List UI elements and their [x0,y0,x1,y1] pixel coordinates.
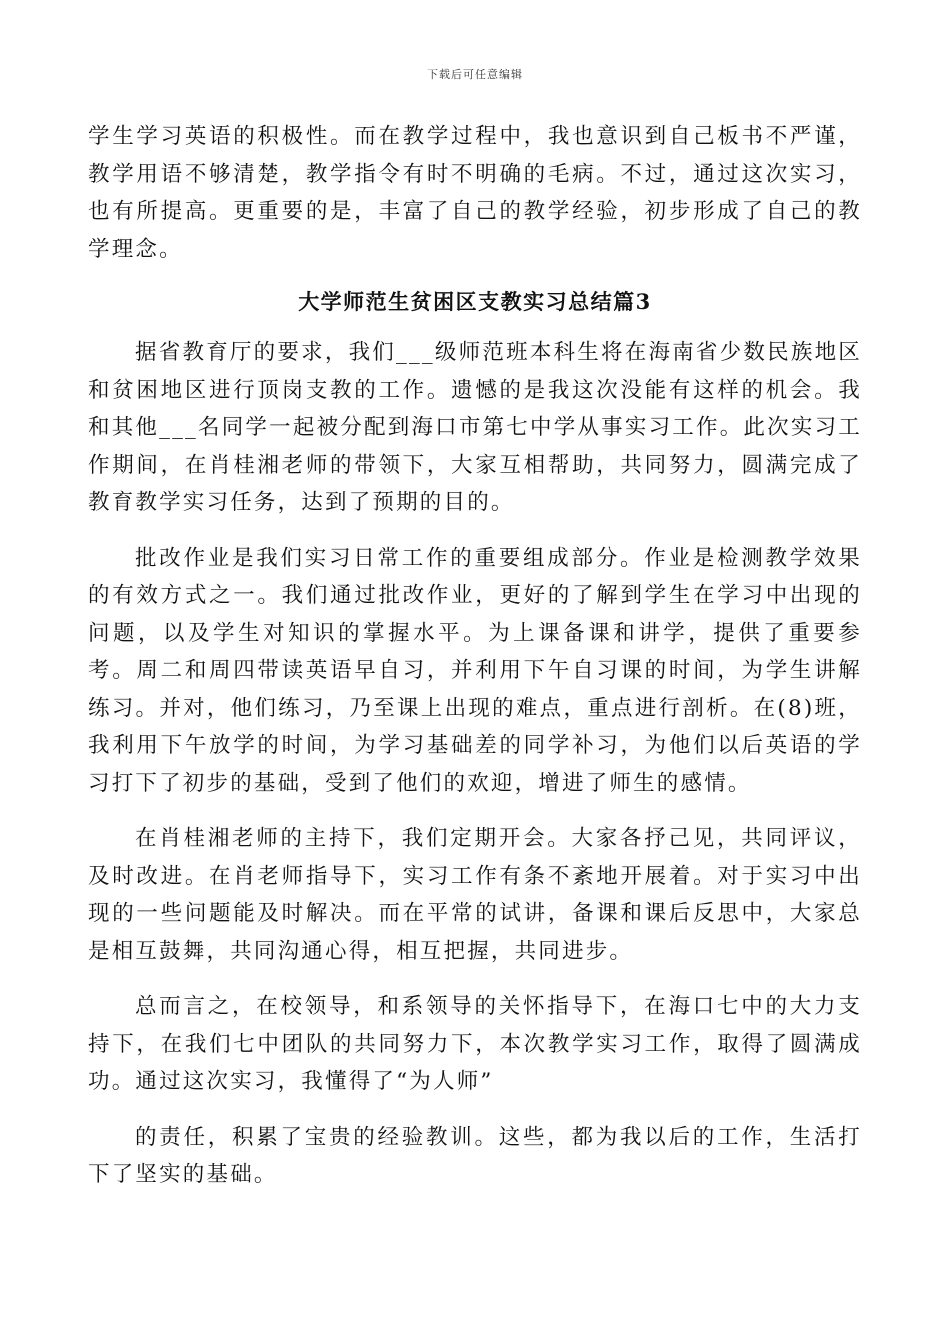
paragraph-1: 据省教育厅的要求，我们___级师范班本科生将在海南省少数民族地区和贫困地区进行顶岗支教的工作。遗憾的是我这次没能有这样的机会。我和其他___名同学一起被分配到海口市第七中学从事实习工作。此次实习工作期间，在肖桂湘老师的带领下，大家互相帮助，共同努力，圆满完成了教育教学实习任务，达到了预期的目的。 [88,340,862,515]
paragraph-4: 总而言之，在校领导，和系领导的关怀指导下，在海口七中的大力支持下，在我们七中团队的共同努力下，本次教学实习工作，取得了圆满成功。通过这次实习，我懂得了“为人师” [88,994,862,1094]
section-title: 大学师范生贫困区支教实习总结篇3 [298,289,652,314]
paragraph-3: 在肖桂湘老师的主持下，我们定期开会。大家各抒己见，共同评议，及时改进。在肖老师指导下，实习工作有条不紊地开展着。对于实习中出现的一些问题能及时解决。而在平常的试讲，备课和课后反思中，大家总是相互鼓舞，共同沟通心得，相互把握，共同进步。 [88,826,862,964]
intro-paragraph: 学生学习英语的积极性。而在教学过程中，我也意识到自己板书不严谨，教学用语不够清楚，教学指令有时不明确的毛病。不过，通过这次实习，也有所提高。更重要的是，丰富了自己的教学经验，初步形成了自己的教学理念。 [88,124,862,262]
paragraph-2: 批改作业是我们实习日常工作的重要组成部分。作业是检测教学效果的有效方式之一。我们通过批改作业，更好的了解到学生在学习中出现的问题，以及学生对知识的掌握水平。为上课备课和讲学，提供了重要参考。周二和周四带读英语早自习，并利用下午自习课的时间，为学生讲解练习。并对，他们练习，乃至课上出现的难点，重点进行剖析。在(8)班，我利用下午放学的时间，为学习基础差的同学补习，为他们以后英语的学习打下了初步的基础，受到了他们的欢迎，增进了师生的感情。 [88,545,862,796]
document-body [88,118,862,1194]
page-header: 下载后可任意编辑 [427,68,523,81]
paragraph-5: 的责任，积累了宝贵的经验教训。这些，都为我以后的工作，生活打下了坚实的基础。 [88,1124,862,1187]
